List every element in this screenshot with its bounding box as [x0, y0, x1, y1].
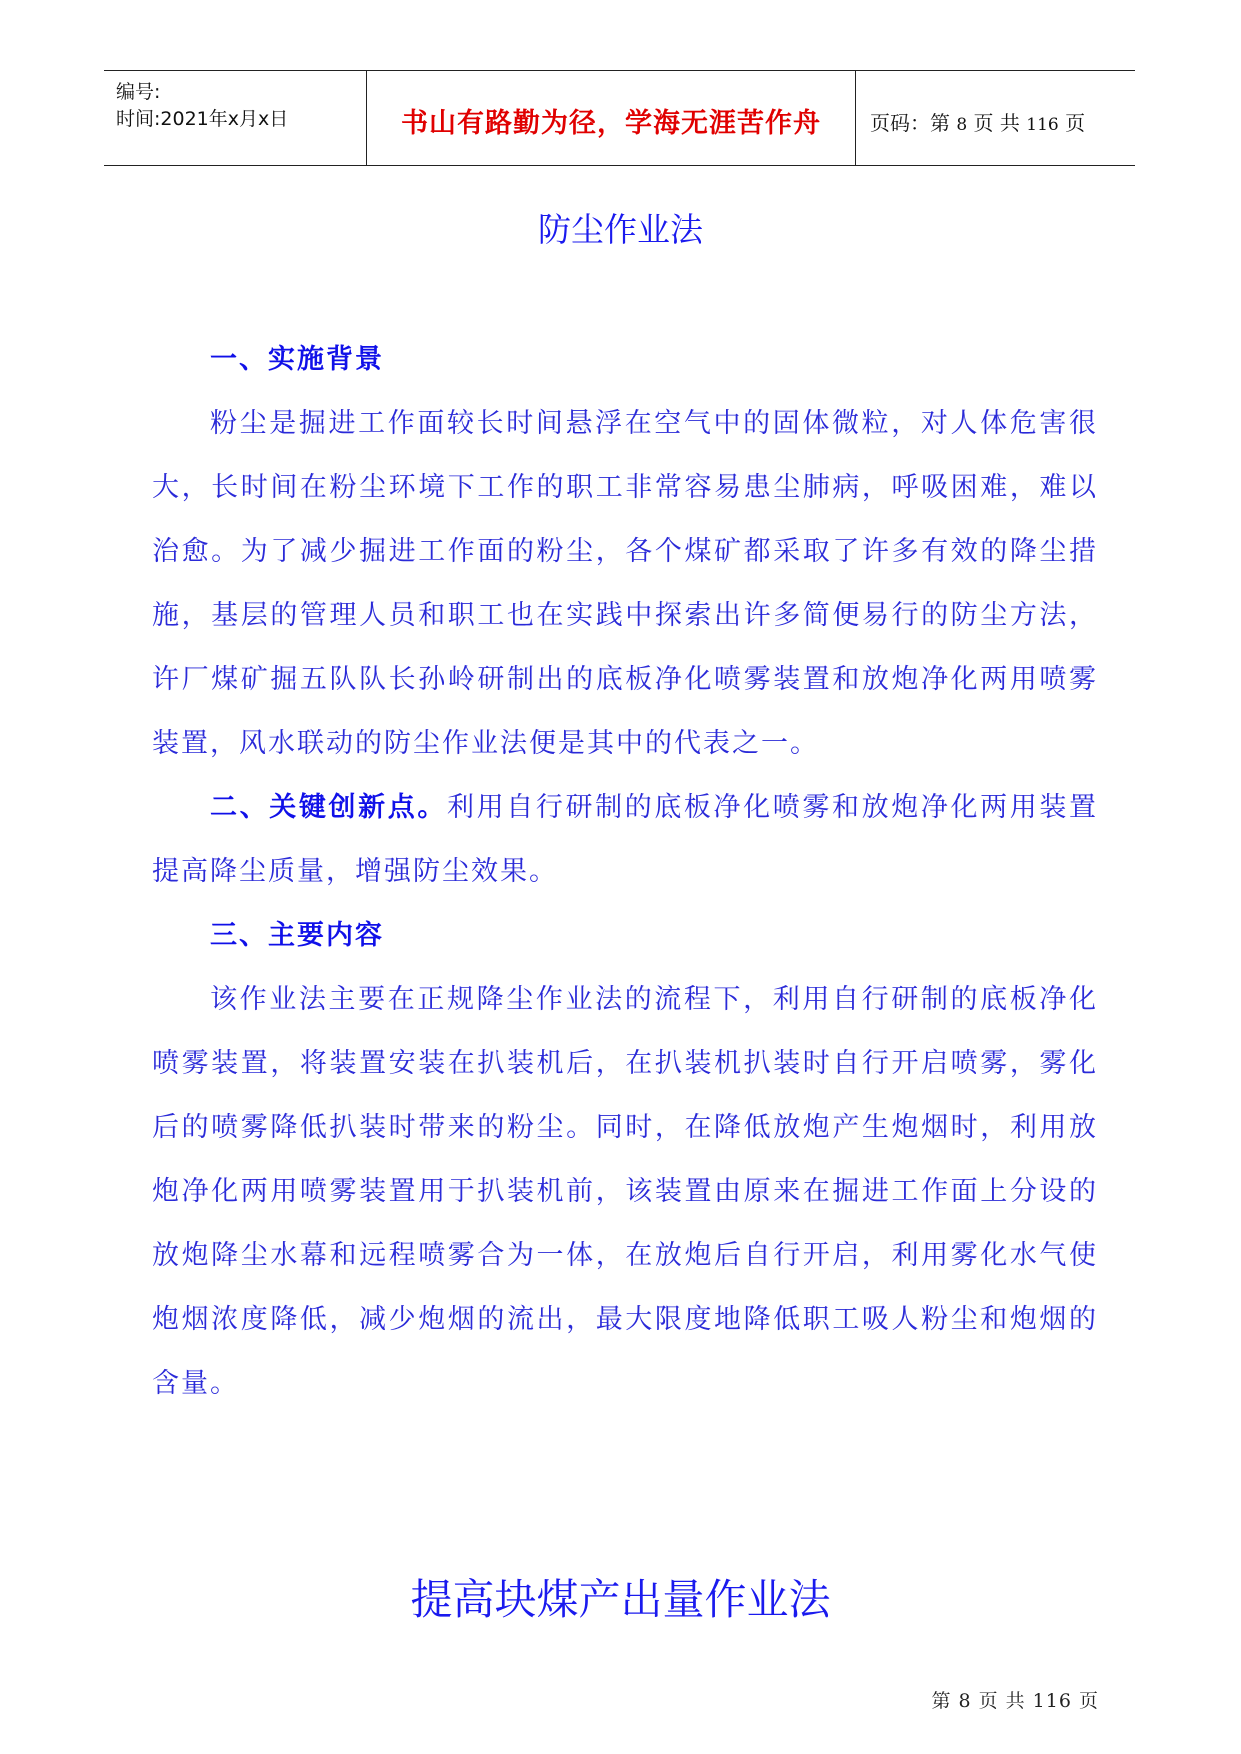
- header-page-number: [870, 107, 1085, 136]
- innovation-text: 利用自行研制的底板净化喷雾和放炮净化两用装置提高降尘质量，增强防尘效果。: [152, 792, 1099, 887]
- header-page-cell: [856, 71, 1135, 165]
- section-paragraph-innovation: [152, 776, 1098, 904]
- page-header: [104, 70, 1135, 166]
- page-current: 8: [956, 115, 968, 135]
- document-title: 防尘作业法: [538, 210, 703, 249]
- doc-number-label: 编号:: [116, 81, 161, 103]
- header-meta-cell: [104, 71, 366, 165]
- page-suffix: 页: [1065, 111, 1086, 135]
- page-prefix: 页码：第: [870, 111, 950, 135]
- header-motto-cell: [366, 71, 856, 165]
- section-heading-innovation: 二、关键创新点。: [210, 792, 447, 823]
- header-motto: 书山有路勤为径，学海无涯苦作舟: [401, 108, 821, 139]
- doc-time-label: 时间:2021年x月x日: [116, 108, 289, 130]
- page-total: 116: [1026, 115, 1059, 135]
- section-heading-background: 一、实施背景: [210, 344, 384, 375]
- next-document-title: 提高块煤产出量作业法: [410, 1575, 831, 1624]
- section-heading-content: 三、主要内容: [210, 920, 384, 951]
- page-footer: 第 8 页 共 116 页: [931, 1690, 1099, 1712]
- section-paragraph-content: 该作业法主要在正规降尘作业法的流程下，利用自行研制的底板净化喷雾装置，将装置安装在扒装机后，在扒装机扒装时自行开启喷雾，雾化后的喷雾降低扒装时带来的粉尘。同时，在降低放炮产生炮烟时，利用放炮净化两用喷雾装置用于扒装机前，该装置由原来在掘进工作面上分设的放炮降尘水幕和远程喷雾合为一体，在放炮后自行开启，利用雾化水气使炮烟浓度降低，减少炮烟的流出，最大限度地降低职工吸人粉尘和炮烟的含量。: [152, 984, 1098, 1399]
- document-body: [152, 328, 1098, 1416]
- section-paragraph-background: 粉尘是掘进工作面较长时间悬浮在空气中的固体微粒，对人体危害很大，长时间在粉尘环境下工作的职工非常容易患尘肺病，呼吸困难，难以治愈。为了减少掘进工作面的粉尘，各个煤矿都采取了许多有效的降尘措施，基层的管理人员和职工也在实践中探索出许多简便易行的防尘方法，许厂煤矿掘五队队长孙岭研制出的底板净化喷雾装置和放炮净化两用喷雾装置，风水联动的防尘作业法便是其中的代表之一。: [152, 408, 1098, 759]
- page-mid: 页 共: [973, 111, 1020, 135]
